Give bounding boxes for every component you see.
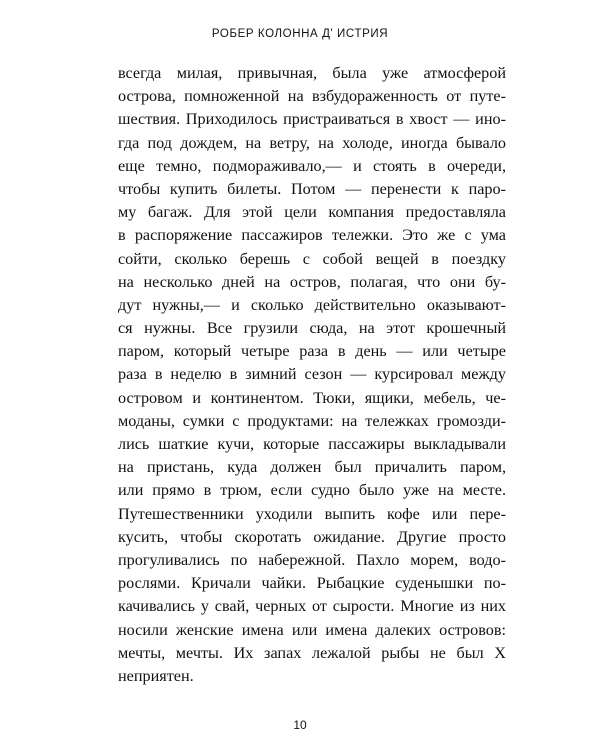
text-line: раза в неделю в зимний сезон — курсировал между [118,365,506,384]
text-line: острова, помноженной на взбудораженность от путе- [118,87,506,106]
text-line: на несколько дней на остров, полагая, что они бу- [118,272,506,291]
text-line: Путешественники уходили выпить кофе или пере- [118,504,506,523]
text-line: гда под дождем, на ветру, на холоде, иногда бывало [118,133,506,152]
text-line: му багаж. Для этой цели компания предоставляла [118,203,506,222]
text-line: сойти, сколько берешь с собой вещей в поездку [118,249,506,268]
text-line: дут нужны,— и сколько действительно оказывают- [118,295,506,314]
text-line: неприятен. [118,666,194,685]
text-line: шествия. Приходилось пристраиваться в хвост — ино- [118,110,506,129]
text-line: прогуливались по набережной. Пахло морем, водо- [118,550,506,569]
text-line: или прямо в трюм, если судно было уже на месте. [118,481,506,500]
text-line: чтобы купить билеты. Потом — перенести к паро- [118,179,506,198]
text-line: островом и континентом. Тюки, ящики, мебель, че- [118,388,506,407]
page-number: 10 [293,718,307,732]
text-line: мечты, мечты. Их запах лежалой рыбы не был Х [118,643,506,662]
body-text [118,62,506,688]
text-line: в распоряжение пассажиров тележки. Это же с ума [118,226,506,245]
text-line: рослями. Кричали чайки. Рыбацкие суденышки по- [118,574,506,593]
text-line: лись шаткие кучи, которые пассажиры выкладывали [118,435,506,453]
text-line: еще темно, подмораживало,— и стоять в очереди, [118,156,506,175]
text-line: паром, который четыре раза в день — или четыре [118,342,506,361]
text-line: кусить, чтобы скоротать ожидание. Другие просто [118,527,506,546]
text-line: моданы, сумки с продуктами: на тележках громозди- [118,411,506,430]
text-line: на пристань, куда должен был причалить паром, [118,458,506,477]
running-head: РОБЕР КОЛОННА Д' ИСТРИЯ [211,28,389,40]
text-line: качивались у свай, черных от сырости. Многие из них [118,597,506,616]
text-line: носили женские имена или имена далеких островов: [118,620,506,639]
text-line: всегда милая, привычная, была уже атмосферой [118,64,506,82]
text-line: ся нужны. Все грузили сюда, на этот крошечный [118,319,506,338]
